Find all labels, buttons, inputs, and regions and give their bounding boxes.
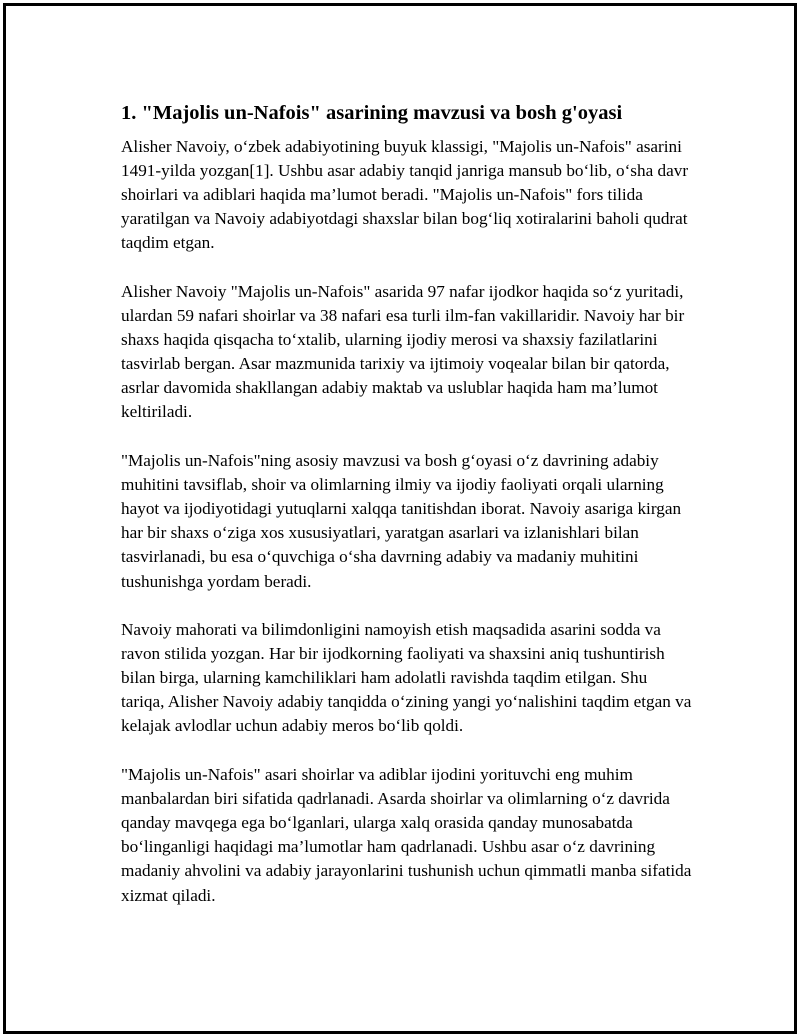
paragraph-2: Alisher Navoiy "Majolis un-Nafois" asarida 97 nafar ijodkor haqida so‘z yuritadi, ulardan 59 nafari shoirlar va 38 nafari esa turli ilm-fan vakillaridir. Navoiy har bir shaxs haqida qisqacha to‘xtalib, ularning ijodiy merosi va shaxsiy fazilatlarini tasvirlab bergan. Asar mazmunida tarixiy va ijtimoiy voqealar bilan bir qatorda, asrlar davomida shakllangan adabiy maktab va uslublar haqida ham ma’lumot keltiriladi. [121, 281, 685, 422]
paragraph-1: Alisher Navoiy, o‘zbek adabiyotining buyuk klassigi, "Majolis un-Nafois" asarini 1491-yilda yozgan[1]. Ushbu asar adabiy tanqid janriga mansub bo‘lib, o‘sha davr shoirlari va adiblari haqida ma’lumot beradi. "Majolis un-Nafois" fors tilida yaratilgan va Navoiy adabiyotdagi shaxslar bilan bog‘liq xotiralarini baholi qudrat taqdim etgan. [121, 137, 689, 253]
document-body [121, 99, 693, 932]
paragraph-5: "Majolis un-Nafois" asari shoirlar va adiblar ijodini yorituvchi eng muhim manbalardan biri sifatida qadrlanadi. Asarda shoirlar va olimlarning o‘z davrida qanday mavqega ega bo‘lganlari, ularga xalq orasida qanday munosabatda bo‘linganligi haqidagi ma’lumotlar ham qadrlanadi. Ushbu asar o‘z davrining madaniy ahvolini va adabiy jarayonlarini tushunish uchun qimmatli manba sifatida xizmat qiladi. [121, 765, 692, 905]
section-title: 1. "Majolis un-Nafois" asarining mavzusi va bosh g'oyasi [121, 102, 623, 124]
paragraph-3: "Majolis un-Nafois"ning asosiy mavzusi va bosh g‘oyasi o‘z davrining adabiy muhitini tavsiflab, shoir va olimlarning ilmiy va ijodiy faoliyati orqali ularning hayot va ijodiyotidagi yutuqlarni xalqqa tanitishdan iborat. Navoiy asariga kirgan har bir shaxs o‘ziga xos xususiyatlari, yaratgan asarlari va izlanishlari bilan tasvirlanadi, bu esa o‘quvchiga o‘sha davrning adabiy va madaniy muhitini tushunishga yordam beradi. [121, 451, 682, 591]
page-frame [3, 3, 797, 1034]
paragraph-4: Navoiy mahorati va bilimdonligini namoyish etish maqsadida asarini sodda va ravon stilida yozgan. Har bir ijodkorning faoliyati va shaxsini aniq tushuntirish bilan birga, ularning kamchiliklari ham adolatli ravishda taqdim etilgan. Shu tariqa, Alisher Navoiy adabiy tanqidda o‘zining yangi yo‘nalishini taqdim etgan va kelajak avlodlar uchun adabiy meros bo‘lib qoldi. [121, 620, 692, 736]
